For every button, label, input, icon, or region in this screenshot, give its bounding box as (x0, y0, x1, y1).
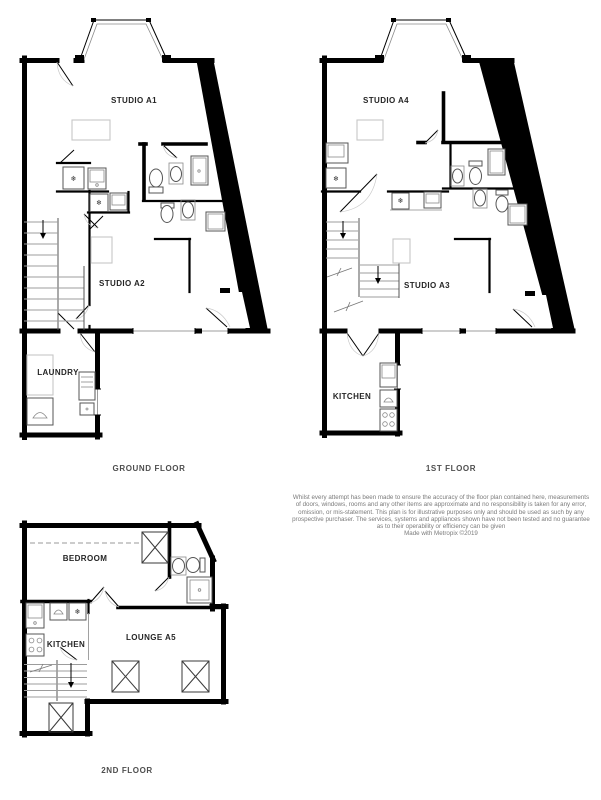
room-label-studio-a2: STUDIO A2 (99, 279, 145, 288)
first-wedge-wall (478, 58, 575, 331)
room-label-kitchen-first: KITCHEN (332, 392, 372, 401)
room-label-kitchen-second: KITCHEN (46, 640, 86, 649)
skylight-icon (112, 661, 139, 692)
toilet-icon (161, 203, 174, 223)
ground-wedge-wall (196, 58, 268, 331)
floor-label-second: 2ND FLOOR (101, 766, 153, 775)
ground-bathroom-a1 (149, 156, 208, 193)
toilet-icon (496, 190, 508, 212)
first-studio-a3-kitchenette (390, 192, 442, 210)
toilet-icon (469, 161, 482, 185)
boiler-icon (79, 372, 95, 415)
toilet-icon (187, 558, 206, 573)
disclaimer-line: as to their operability or efficiency can be given (376, 523, 506, 531)
fridge-icon: ❄ (397, 197, 404, 205)
washing-machine-icon (27, 398, 53, 425)
basin-icon (173, 559, 185, 574)
skylight-icon (49, 703, 73, 732)
room-label-studio-a4: STUDIO A4 (363, 96, 409, 105)
disclaimer-credit: Made with Metropix ©2019 (404, 530, 478, 538)
shower-icon (488, 149, 505, 175)
fridge-icon: ❄ (96, 199, 102, 207)
ground-bathroom-a2 (161, 200, 225, 231)
disclaimer-text (285, 494, 597, 538)
second-floor-plan (22, 523, 226, 775)
ground-windows (94, 328, 228, 415)
first-outer-walls (322, 58, 575, 436)
skylight-icon (142, 532, 168, 563)
disclaimer-line: Whilst every attempt has been made to ensure the accuracy of the floor plan contained here, measurements (292, 494, 590, 501)
ground-outer-walls (22, 58, 268, 438)
basin-icon (171, 167, 182, 182)
bed (357, 120, 383, 140)
hob-icon (380, 409, 397, 431)
second-bathroom (171, 557, 212, 603)
stairs-down-arrow-icon (340, 221, 346, 239)
first-windows (394, 328, 496, 389)
first-stairs (326, 218, 399, 312)
room-label-lounge-a5: LOUNGE A5 (126, 633, 176, 642)
disclaimer-line: omission, or mis-statement. This plan is for illustrative purposes only and should be used as such by any (298, 508, 584, 516)
ground-bay-window (75, 18, 171, 62)
first-doors (340, 130, 438, 356)
disclaimer-line: of doors, windows, rooms and any other items are approximate and no responsibility is taken for any error, (295, 501, 587, 509)
shower-icon (508, 204, 527, 225)
washing-machine-icon (380, 390, 397, 407)
hob-icon (26, 634, 44, 656)
shower-icon (191, 156, 208, 185)
floor-label-first: 1ST FLOOR (425, 464, 477, 473)
bed (72, 120, 110, 140)
ground-studio-a1-kitchenette (63, 167, 106, 189)
fridge-icon: ❄ (333, 175, 339, 183)
fridge-icon: ❄ (74, 608, 81, 616)
fridge-freezer (69, 603, 86, 620)
shower-icon (206, 212, 225, 231)
room-label-studio-a1: STUDIO A1 (111, 96, 157, 105)
dryer-icon (50, 603, 67, 620)
first-bathroom-a4 (451, 149, 505, 186)
basin-icon (453, 169, 463, 183)
bed (393, 239, 410, 263)
stairs-down-arrow-icon (40, 220, 46, 239)
fridge-icon: ❄ (70, 175, 77, 183)
room-label-studio-a3: STUDIO A3 (404, 281, 450, 290)
first-studio-a4-kitchenette (326, 143, 348, 188)
toilet-icon (149, 169, 163, 193)
basin-icon (475, 190, 486, 206)
basin-icon (183, 202, 194, 218)
first-bay-window (375, 18, 471, 62)
first-kitchen-fixtures (380, 363, 397, 431)
second-stairs (24, 660, 87, 701)
first-floor-plan (322, 18, 575, 473)
floor-label-ground: GROUND FLOOR (112, 464, 186, 473)
bed (91, 237, 112, 263)
ground-floor-plan (22, 18, 268, 473)
shower-icon (187, 577, 212, 603)
room-label-laundry: LAUNDRY (37, 368, 79, 377)
ground-laundry-fixtures (27, 355, 95, 425)
skylight-icon (182, 661, 209, 692)
room-label-bedroom: BEDROOM (62, 554, 108, 563)
ground-stairs (24, 218, 84, 330)
ground-studio-a2-kitchenette (90, 193, 127, 212)
disclaimer-line: prospective purchaser. The services, systems and appliances shown have not been tested and no guarantee (292, 515, 590, 523)
